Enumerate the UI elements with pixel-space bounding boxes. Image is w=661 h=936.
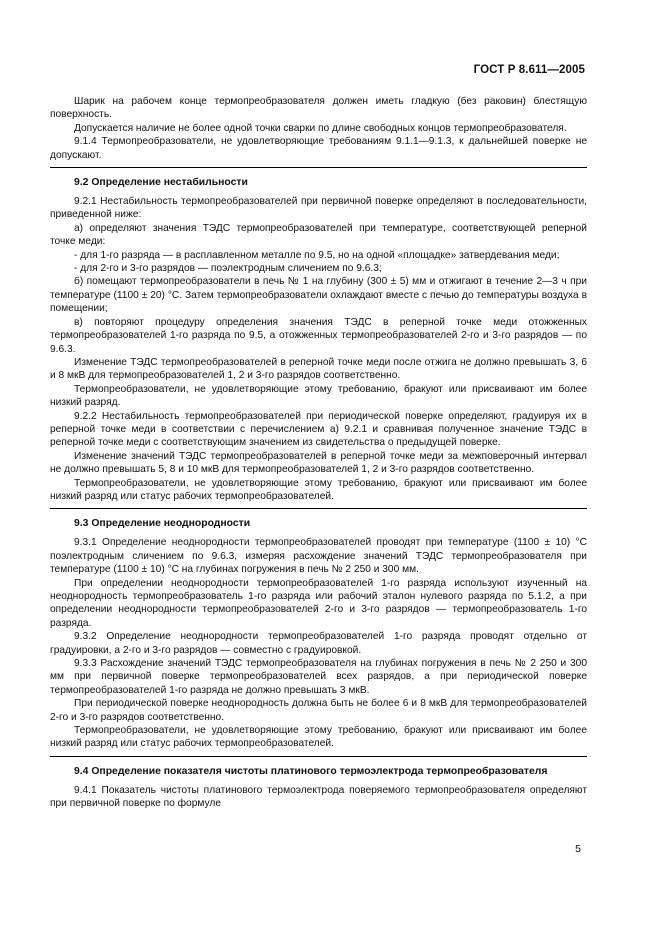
paragraph: 9.3.3 Расхождение значений ТЭДС термопреобразователя на глубинах погружения в печь № 2 250 и 300 мм при первичной поверке термопреобразователей всех разрядов, а при периодической поверке термопреобразователей 1-го разряда не должно превышать 3 мкВ. xyxy=(50,658,587,696)
paragraph: 9.4.1 Показатель чистоты платинового термоэлектрода поверяемого термопреобразователя определяют при первичной поверке по формуле xyxy=(50,784,587,810)
paragraph: При определении неоднородности термопреобразователей 1-го разряда используют изученный на неоднородность термопреобразователь 1-го разряда или рабочий эталон нулевого разряда по 5.1.2, а при определении неоднородности термопреобразователей 2-го и 3-го разрядов — термопреобразователь 1-го разряда. xyxy=(50,577,587,629)
standard-header: ГОСТ Р 8.611—2005 xyxy=(473,64,585,76)
paragraph: 9.3.1 Определение неоднородности термопреобразователей проводят при температуре (1100 ± 10) °С поэлектродным сличением по 9.6.3, измеряя расхождение значений ТЭДС термопреобразователя при температуре (1100 ± 10) °С на глубинах погружения в печь № 2 250 и 300 мм. xyxy=(50,537,587,576)
paragraph: Термопреобразователи, не удовлетворяющие этому требованию, бракуют или присваивают им более низкий разряд или статус рабочих термопреобразователей. xyxy=(50,477,587,502)
paragraph: 9.1.4 Термопреобразователи, не удовлетворяющие требованиям 9.1.1—9.1.3, к дальнейшей поверке не допускают. xyxy=(50,136,587,161)
section-heading: 9.2 Определение нестабильности xyxy=(74,177,248,189)
paragraph: Допускается наличие не более одной точки сварки по длине свободных концов термопреобразователя. xyxy=(74,122,567,134)
paragraph: При периодической поверке неоднородность должна быть не более 6 и 8 мкВ для термопреобразователей 2-го и 3-го разрядов соответственно. xyxy=(50,698,587,723)
paragraph: Термопреобразователи, не удовлетворяющие этому требованию, бракуют или присваивают им более низкий разряд. xyxy=(50,383,587,409)
paragraph: 9.2.2 Нестабильность термопреобразователей при периодической поверке определяют, градуируя их в реперной точке меди в соответствии с перечислением а) 9.2.1 и сравнивая полученное значение ТЭДС в реперной точке меди с соответствующим значением из свидетельства о предыдущей поверке. xyxy=(50,410,587,449)
paragraph: в) повторяют процедуру определения значения ТЭДС в реперной точке меди отожженных термопреобразователей 1-го разряда по 9.5, а отожженных термопреобразователей 2-го и 3-го разрядов — по 9.6.3. xyxy=(50,316,587,355)
section-divider xyxy=(50,167,587,168)
paragraph: Изменение значений ТЭДС термопреобразователей в реперной точке меди за межповерочный интервал не должно превышать 5, 8 и 10 мкВ для термопреобразователей 1, 2 и 3-го разрядов соответственно. xyxy=(50,450,587,476)
paragraph: Термопреобразователи, не удовлетворяющие этому требованию, бракуют или присваивают им более низкий разряд или статус рабочих термопреобразователей. xyxy=(50,725,587,750)
paragraph: 9.3.2 Определение неоднородности термопреобразователей 1-го разряда проводят отдельно от градуировки, а 2-го и 3-го разрядов — совместно с градуировкой. xyxy=(50,631,587,656)
paragraph: 9.2.1 Нестабильность термопреобразователей при первичной поверке определяют в последовательности, приведенной ниже: xyxy=(50,196,587,221)
paragraph: а) определяют значения ТЭДС термопреобразователей при температуре, соответствующей реперной точке меди: xyxy=(50,222,587,248)
page-number: 5 xyxy=(575,843,581,855)
section-heading: 9.3 Определение неоднородности xyxy=(74,518,251,530)
paragraph: - для 2-го и 3-го разрядов — поэлектродным сличением по 9.6.3; xyxy=(74,263,382,275)
paragraph: Шарик на рабочем конце термопреобразователя должен иметь гладкую (без раковин) блестящую поверхность. xyxy=(50,96,587,121)
section-divider xyxy=(50,756,587,757)
document-body xyxy=(50,95,587,811)
paragraph: Изменение ТЭДС термопреобразователей в реперной точке меди после отжига не должно превышать 3, 6 и 8 мкВ для термопреобразователей 1, 2 и 3-го разрядов соответственно. xyxy=(50,356,587,382)
section-heading: 9.4 Определение показателя чистоты платинового термоэлектрода термопреобразователя xyxy=(74,765,548,777)
section-divider xyxy=(50,508,587,509)
paragraph: б) помещают термопреобразователи в печь № 1 на глубину (300 ± 5) мм и отжигают в течение 2—3 ч при температуре (1100 ± 20) °С. Затем термопреобразователи охлаждают вместе с печью до температуры воздуха в помещении; xyxy=(50,276,587,315)
paragraph: - для 1-го разряда — в расплавленном металле по 9.5, но на одной «площадке» затвердевания меди; xyxy=(74,249,560,261)
